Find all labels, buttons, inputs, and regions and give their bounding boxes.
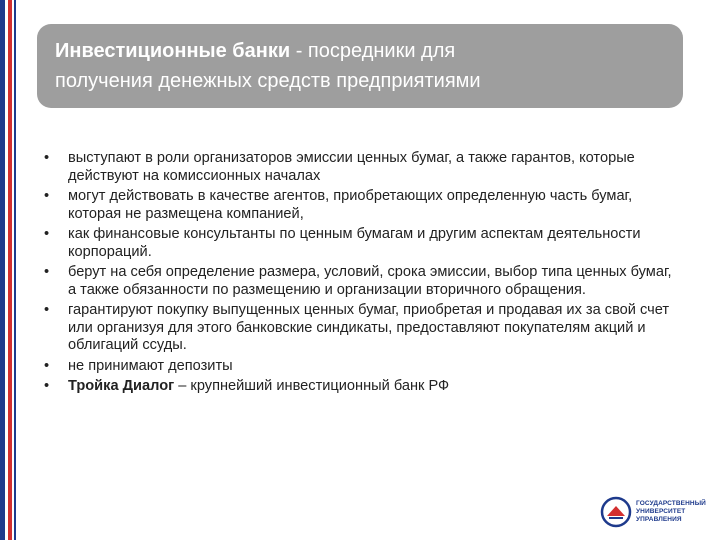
bullet-bold-text: Тройка Диалог	[68, 378, 175, 394]
bullet-text: как финансовые консультанты по ценным бумагам и другим аспектам деятельности корпораций.	[68, 226, 641, 260]
bullet-text: берут на себя определение размера, условий, срока эмиссии, выбор типа ценных бумаг, а также обязанности по размещению и организации вторичного обращения.	[68, 264, 672, 298]
bullet-item	[42, 378, 682, 396]
bullet-dot: •	[44, 226, 50, 242]
bullet-dot: •	[44, 357, 50, 374]
bullet-text: – крупнейший инвестиционный банк РФ	[174, 378, 450, 394]
title-bold: Инвестиционные банки	[55, 40, 291, 62]
bullet-list	[42, 150, 682, 399]
bullet-item	[42, 302, 682, 355]
logo-text: ГОСУДАРСТВЕННЫЙ УНИВЕРСИТЕТ УПРАВЛЕНИЯ	[636, 500, 706, 523]
bullet-text: гарантируют покупку выпущенных ценных бумаг, приобретая и продавая их за свой счет или организуя для этого банковские синдикаты, предоставляют покупателям акций и облигаций ссуды.	[68, 302, 670, 353]
bullet-dot: •	[44, 302, 50, 318]
slide-title	[37, 24, 683, 108]
bullet-text: выступают в роли организаторов эмиссии ценных бумаг, а также гарантов, которые действуют на комиссионных началах	[68, 150, 635, 184]
bullet-dot: •	[44, 188, 50, 204]
title-rest-line1: - посредники для	[290, 40, 456, 62]
bullet-dot: •	[44, 264, 50, 280]
bullet-dot: •	[44, 150, 50, 166]
left-decorative-stripes	[0, 0, 18, 540]
bullet-item	[42, 226, 682, 261]
bullet-text: могут действовать в качестве агентов, приобретающих определенную часть бумаг, которая не размещена компанией,	[68, 188, 633, 222]
bullet-item	[42, 188, 682, 223]
bullet-item	[42, 150, 682, 185]
bullet-item	[42, 264, 682, 299]
bullet-item	[42, 358, 682, 376]
title-line2: получения денежных средств предприятиями	[55, 70, 481, 92]
university-logo	[600, 492, 710, 532]
logo-emblem-icon	[600, 496, 632, 528]
bullet-text: не принимают депозиты	[68, 357, 233, 374]
bullet-dot: •	[44, 378, 50, 394]
